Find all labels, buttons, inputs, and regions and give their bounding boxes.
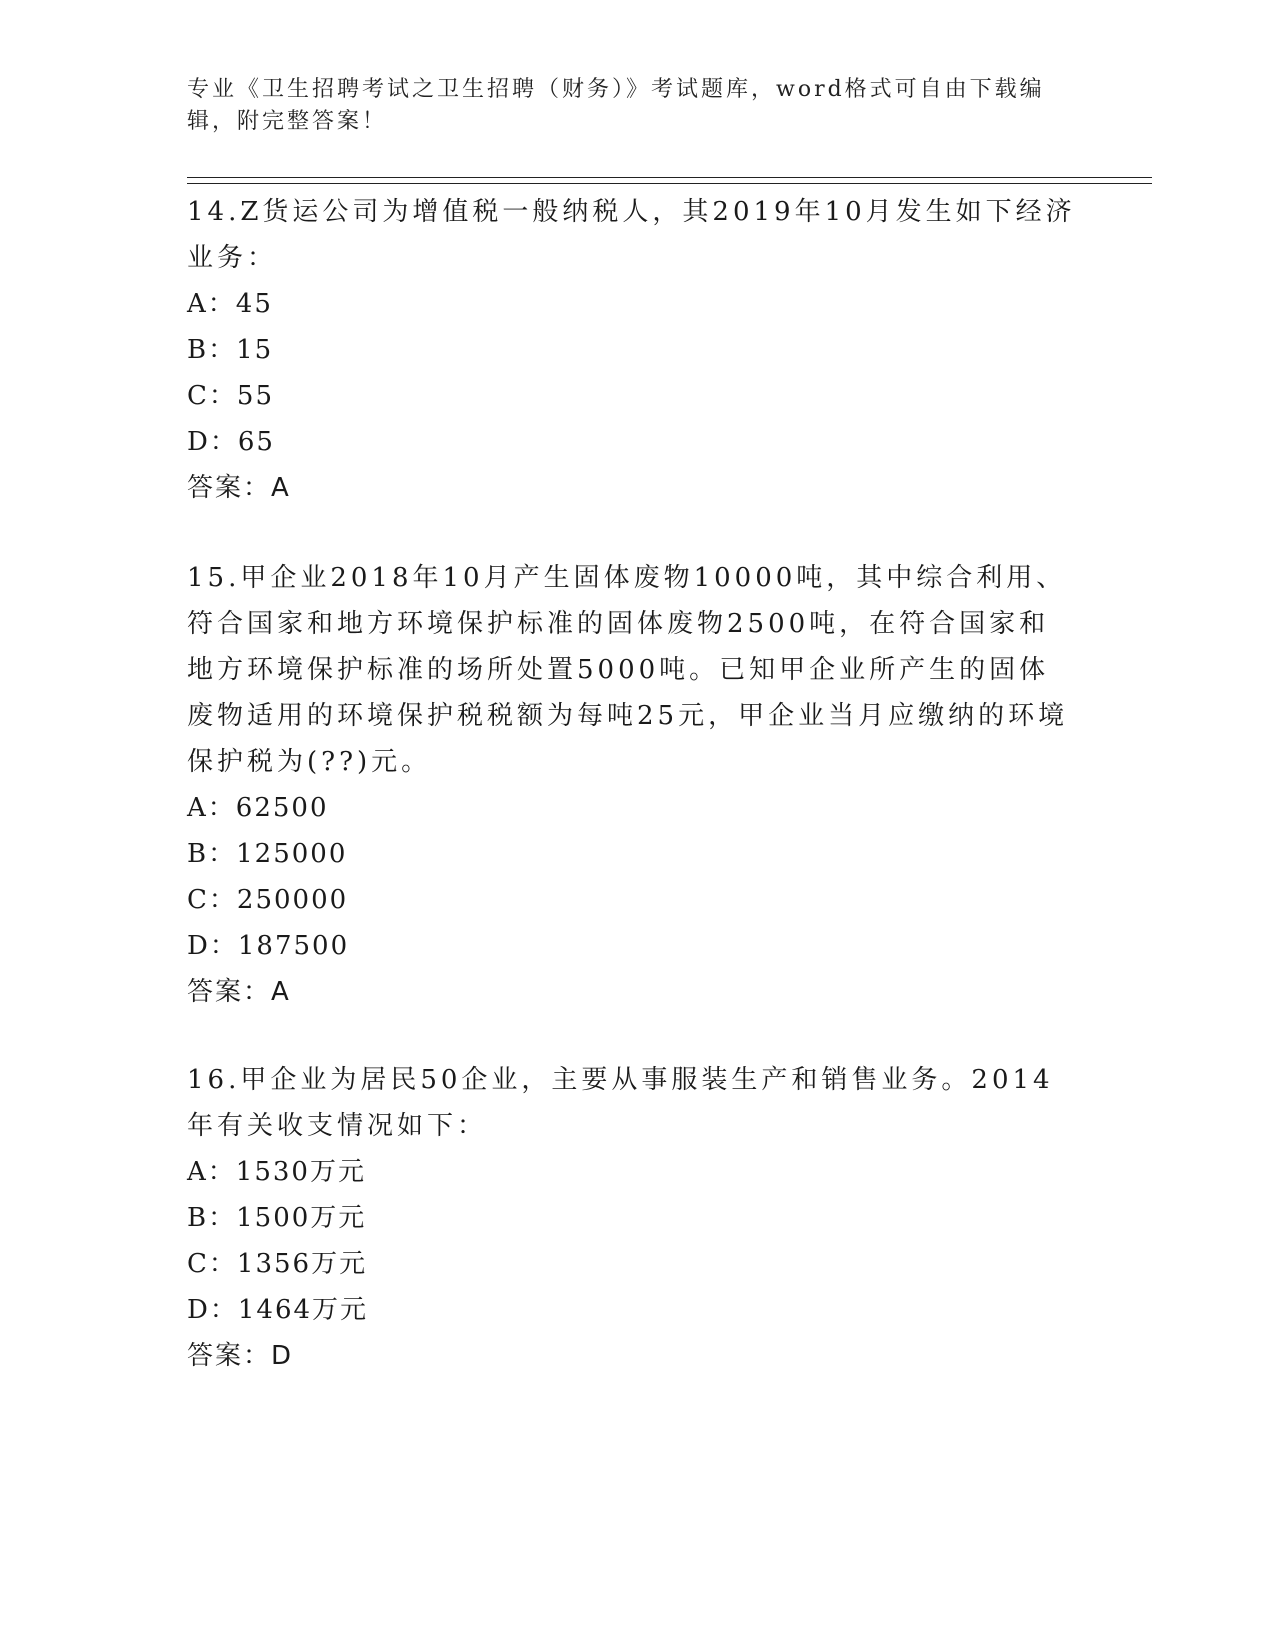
header-divider-bottom	[187, 183, 1152, 184]
option-letter: B：	[187, 335, 237, 365]
question-stem: 14.Z货运公司为增值税一般纳税人，其2019年10月发生如下经济业务：	[187, 197, 1076, 273]
document-header: 专业《卫生招聘考试之卫生招聘（财务）》考试题库，word格式可自由下载编辑，附完整答案！	[187, 77, 1045, 134]
option-letter: D：	[187, 427, 238, 457]
option-letter: C：	[187, 1249, 237, 1279]
option-letter: B：	[187, 1203, 237, 1233]
option-text: 55	[236, 381, 274, 411]
option-b	[187, 831, 1077, 877]
option-text: 1356万元	[236, 1249, 368, 1279]
answer-line: 答案：A	[187, 977, 291, 1007]
option-a	[187, 785, 1077, 831]
question-14	[187, 189, 1077, 511]
option-d	[187, 923, 1077, 969]
option-c	[187, 373, 1077, 419]
option-b	[187, 327, 1077, 373]
option-letter: A：	[187, 793, 236, 823]
option-text: 125000	[236, 839, 348, 869]
option-letter: D：	[187, 1295, 238, 1325]
option-text: 1500万元	[236, 1203, 367, 1233]
option-text: 45	[235, 289, 273, 319]
option-text: 62500	[235, 793, 329, 823]
header-divider-top	[187, 177, 1152, 178]
option-a	[187, 281, 1077, 327]
option-d	[187, 419, 1077, 465]
option-b	[187, 1195, 1077, 1241]
answer-line: 答案：D	[187, 1341, 294, 1371]
option-text: 250000	[236, 885, 349, 915]
option-letter: C：	[187, 381, 237, 411]
option-a	[187, 1149, 1077, 1195]
option-letter: A：	[187, 1157, 236, 1187]
option-text: 1530万元	[235, 1157, 366, 1187]
question-15	[187, 555, 1077, 1015]
answer-line: 答案：A	[187, 473, 291, 503]
option-letter: A：	[187, 289, 236, 319]
option-text: 1464万元	[237, 1295, 369, 1325]
option-letter: C：	[187, 885, 237, 915]
option-text: 15	[236, 335, 274, 365]
option-letter: D：	[187, 931, 238, 961]
option-c	[187, 877, 1077, 923]
question-stem: 16.甲企业为居民50企业，主要从事服装生产和销售业务。2014年有关收支情况如下：	[187, 1065, 1054, 1141]
option-c	[187, 1241, 1077, 1287]
question-stem: 15.甲企业2018年10月产生固体废物10000吨，其中综合利用、符合国家和地方环境保护标准的固体废物2500吨，在符合国家和地方环境保护标准的场所处置5000吨。已知甲企业所产生的固体废物适用的环境保护税税额为每吨25元，甲企业当月应缴纳的环境保护税为(??)元。	[187, 563, 1069, 777]
question-16	[187, 1057, 1077, 1379]
option-text: 187500	[237, 931, 350, 961]
option-text: 65	[237, 427, 275, 457]
option-d	[187, 1287, 1077, 1333]
option-letter: B：	[187, 839, 237, 869]
